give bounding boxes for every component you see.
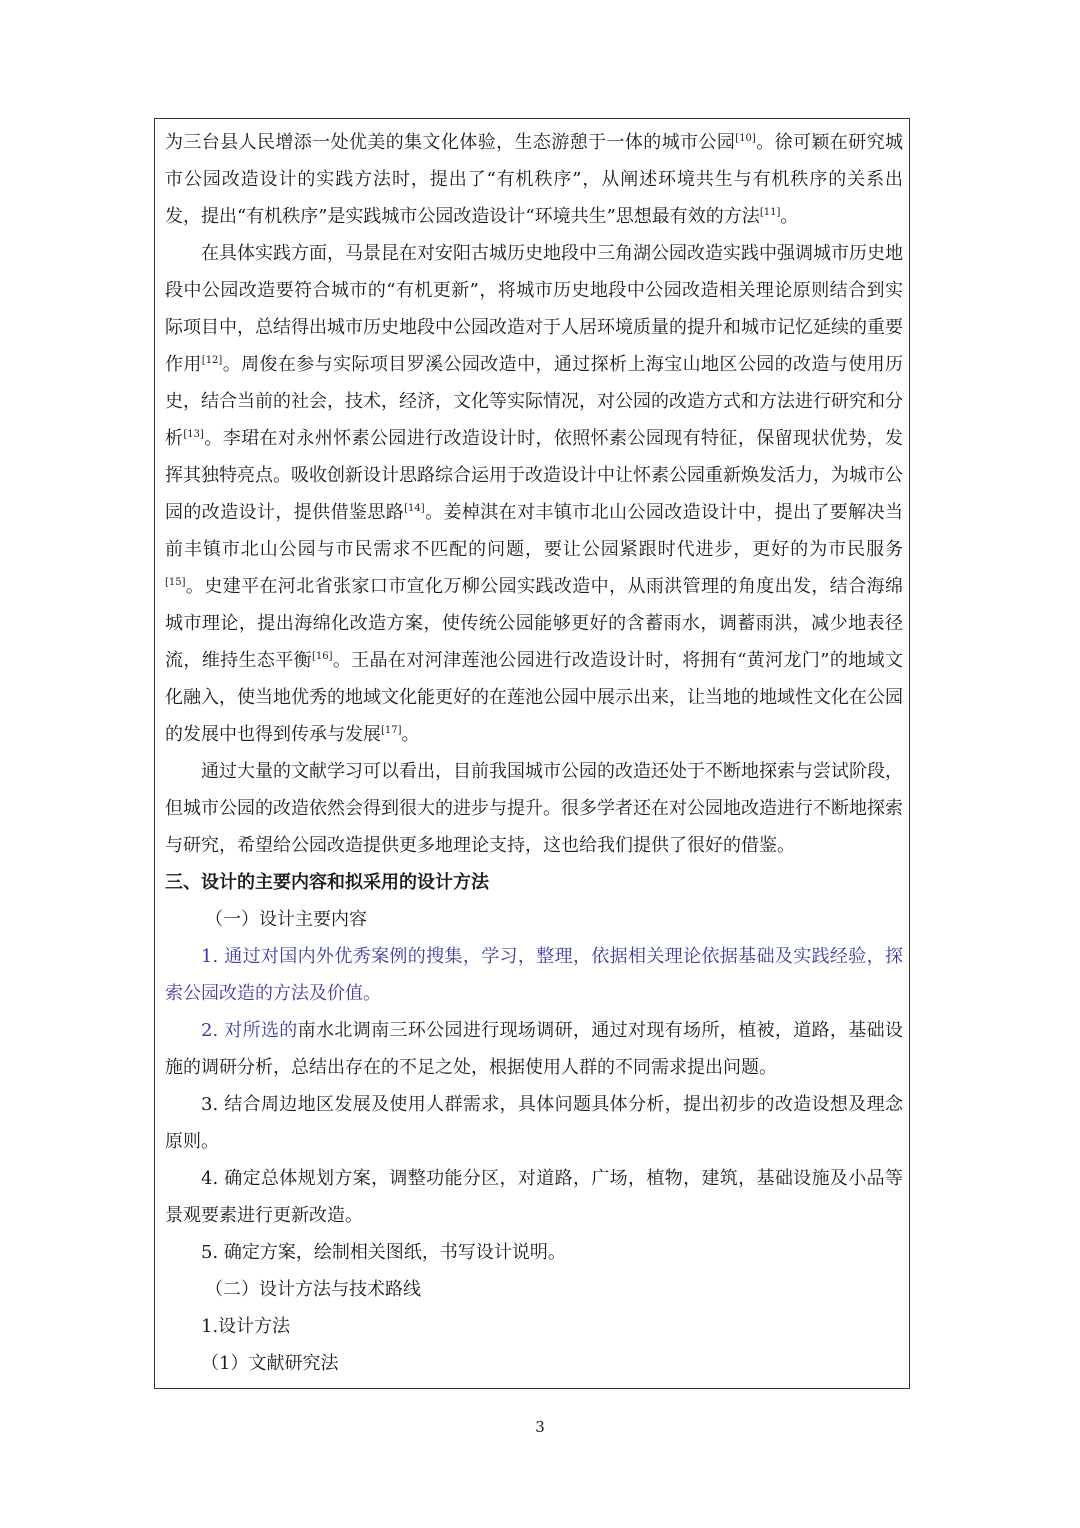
- page-number: 3: [535, 1418, 545, 1436]
- content-item-3: 3. 结合周边地区发展及使用人群需求，具体问题具体分析，提出初步的改造设想及理念原则。: [165, 1094, 903, 1152]
- content-item-2: 2. 对所选的南水北调南三环公园进行现场调研，通过对现有场所，植被，道路，基础设施的调研分析，总结出存在的不足之处，根据使用人群的不同需求提出问题。: [165, 1020, 903, 1078]
- citation-13: [13]: [183, 429, 204, 440]
- method-item-1: （1）文献研究法: [201, 1353, 339, 1374]
- section-heading: 三、设计的主要内容和拟采用的设计方法: [165, 872, 489, 893]
- citation-12: [12]: [201, 355, 223, 366]
- paragraph-1: 为三台县人民增添一处优美的集文化体验，生态游憩于一体的城市公园[10]。徐可颖在研究城市公园改造设计的实践方法时，提出了“有机秩序”，从阐述环境共生与有机秩序的关系出发，提出“有机秩序”是实践城市公园改造设计“环境共生”思想最有效的方法[11]。: [165, 132, 904, 227]
- document-body: [165, 124, 903, 1382]
- citation-17: [17]: [381, 725, 402, 736]
- subsection-heading-2: （二）设计方法与技术路线: [205, 1279, 421, 1300]
- method-heading: 1.设计方法: [201, 1316, 291, 1337]
- content-item-1: 1. 通过对国内外优秀案例的搜集，学习，整理，依据相关理论依据基础及实践经验，探索公园改造的方法及价值。: [165, 946, 903, 1004]
- paragraph-2: 在具体实践方面，马景昆在对安阳古城历史地段中三角湖公园改造实践中强调城市历史地段中公园改造要符合城市的“有机更新”，将城市历史地段中公园改造相关理论原则结合到实际项目中，总结得出城市历史地段中公园改造对于人居环境质量的提升和城市记忆延续的重要作用[12]。周俊在参与实际项目罗溪公园改造中，通过探析上海宝山地区公园的改造与使用历史，结合当前的社会，技术，经济，文化等实际情况，对公园的改造方式和方法进行研究和分析[13]。李珺在对永州怀素公园进行改造设计时，依照怀素公园现有特征，保留现状优势，发挥其独特亮点。吸收创新设计思路综合运用于改造设计中让怀素公园重新焕发活力，为城市公园的改造设计，提供借鉴思路[14]。姜棹淇在对丰镇市北山公园改造设计中，提出了要解决当前丰镇市北山公园与市民需求不匹配的问题，要让公园紧跟时代进步，更好的为市民服务[15]。史建平在河北省张家口市宣化万柳公园实践改造中，从雨洪管理的角度出发，结合海绵城市理论，提出海绵化改造方案，使传统公园能够更好的含蓄雨水，调蓄雨洪，减少地表径流，维持生态平衡[16]。王晶在对河津莲池公园进行改造设计时，将拥有“黄河龙门”的地域文化融入，使当地优秀的地域文化能更好的在莲池公园中展示出来，让当地的地域性文化在公园的发展中也得到传承与发展[17]。: [165, 243, 904, 745]
- citation-11: [11]: [759, 207, 781, 218]
- citation-16: [16]: [312, 651, 333, 662]
- paragraph-3: 通过大量的文献学习可以看出，目前我国城市公园的改造还处于不断地探索与尝试阶段，但城市公园的改造依然会得到很大的进步与提升。很多学者还在对公园地改造进行不断地探索与研究，希望给公园改造提供更多地理论支持，这也给我们提供了很好的借鉴。: [165, 761, 903, 856]
- content-item-4: 4. 确定总体规划方案，调整功能分区，对道路，广场，植物，建筑，基础设施及小品等景观要素进行更新改造。: [165, 1168, 903, 1226]
- subsection-heading-1: （一）设计主要内容: [205, 909, 367, 930]
- citation-15: [15]: [165, 577, 186, 588]
- citation-10: [10]: [735, 133, 756, 144]
- content-item-5: 5. 确定方案，绘制相关图纸，书写设计说明。: [201, 1242, 566, 1263]
- citation-14: [14]: [404, 503, 425, 514]
